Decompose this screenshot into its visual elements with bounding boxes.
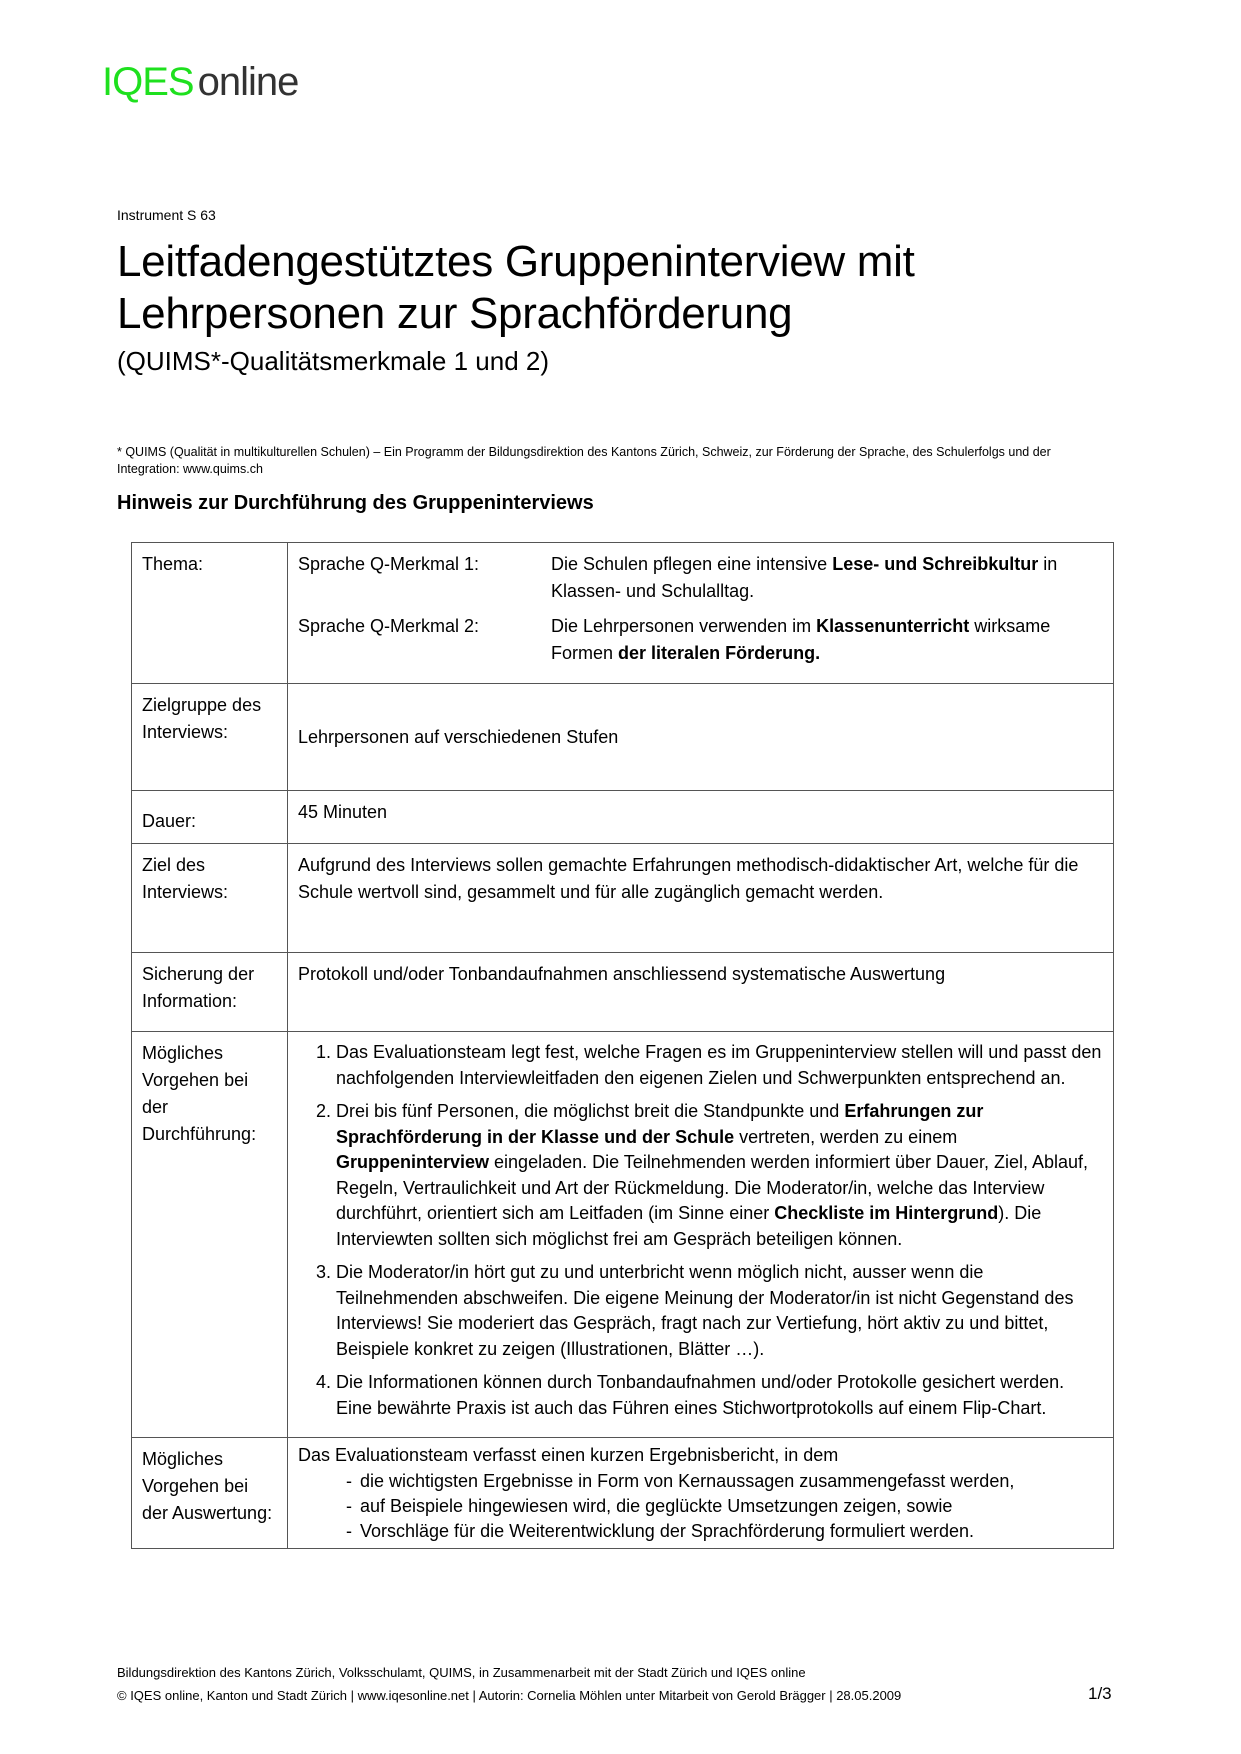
merkmal-1-name: Sprache Q-Merkmal 1: bbox=[298, 554, 480, 574]
row-value: Lehrpersonen auf verschiedenen Stufen bbox=[288, 684, 1114, 791]
list-item: 2. Drei bis fünf Personen, die möglichst breit die Standpunkte und Erfahrungen zur Sprachförderung in der Klasse und der Schule vertreten, werden zu einem Gruppeninterview eingeladen. Die Teilnehmenden werden informiert über Dauer, Ziel, Ablauf, Regeln, Vertraulichkeit und Art der Rückmeldung. Die Moderator/in, welche das Interview durchführt, orientiert sich am Leitfaden (im Sinne einer Checkliste im Hintergrund). Die Interviewten sollten sich möglichst frei am Gespräch beteiligen können. bbox=[336, 1099, 1103, 1252]
logo-iqes: IQES bbox=[102, 60, 194, 104]
interview-info-table bbox=[131, 542, 1114, 1549]
list-item: - auf Beispiele hingewiesen wird, die geglückte Umsetzungen zeigen, sowie bbox=[346, 1494, 1103, 1519]
row-value bbox=[288, 543, 1114, 684]
auswertung-list bbox=[298, 1469, 1103, 1544]
table-row-thema bbox=[132, 543, 1114, 684]
row-value bbox=[288, 1032, 1114, 1438]
list-item: 1. Das Evaluationsteam legt fest, welche Fragen es im Gruppeninterview stellen will und passt den nachfolgenden Interviewleitfaden den eigenen Zielen und Schwerpunkten entsprechend an. bbox=[336, 1040, 1103, 1091]
auswertung-intro: Das Evaluationsteam verfasst einen kurzen Ergebnisbericht, in dem bbox=[298, 1445, 839, 1465]
list-item: 4. Die Informationen können durch Tonbandaufnahmen und/oder Protokolle gesichert werden. Eine bewährte Praxis ist auch das Führen eines Stichwortprotokolls auf einem Flip-Chart. bbox=[336, 1370, 1103, 1421]
row-label: Sicherung der Information: bbox=[132, 953, 288, 1032]
table-row-auswertung bbox=[132, 1438, 1114, 1549]
title-line-2: Lehrpersonen zur Sprachförderung bbox=[117, 289, 793, 338]
title-line-1: Leitfadengestütztes Gruppeninterview mit bbox=[117, 237, 915, 286]
instrument-number: Instrument S 63 bbox=[117, 207, 216, 223]
footer-line-1: Bildungsdirektion des Kantons Zürich, Volksschulamt, QUIMS, in Zusammenarbeit mit der Stadt Zürich und IQES online bbox=[117, 1665, 806, 1680]
merkmal-1-text: Die Schulen pflegen eine intensive Lese- und Schreibkultur in Klassen- und Schulalltag. bbox=[551, 554, 1058, 601]
table-row-durchfuehrung bbox=[132, 1032, 1114, 1438]
list-item: - die wichtigsten Ergebnisse in Form von Kernaussagen zusammengefasst werden, bbox=[346, 1469, 1103, 1494]
merkmal-2-name: Sprache Q-Merkmal 2: bbox=[298, 616, 480, 636]
row-label: Mögliches Vorgehen bei der Auswertung: bbox=[132, 1438, 288, 1549]
table-row-ziel bbox=[132, 844, 1114, 953]
row-value: Aufgrund des Interviews sollen gemachte Erfahrungen methodisch-didaktischer Art, welche für die Schule wertvoll sind, gesammelt und für alle zugänglich gemacht werden. bbox=[288, 844, 1114, 953]
subtitle: (QUIMS*-Qualitätsmerkmale 1 und 2) bbox=[117, 346, 550, 376]
steps-list bbox=[298, 1040, 1103, 1421]
row-label: Zielgruppe des Interviews: bbox=[132, 684, 288, 791]
list-item: - Vorschläge für die Weiterentwicklung der Sprachförderung formuliert werden. bbox=[346, 1519, 1103, 1544]
section-heading: Hinweis zur Durchführung des Gruppeninterviews bbox=[117, 492, 594, 514]
table-row-dauer bbox=[132, 791, 1114, 844]
footer-line-2: © IQES online, Kanton und Stadt Zürich | www.iqesonline.net | Autorin: Cornelia Möhlen unter Mitarbeit von Gerold Brägger | 28.05.2009 bbox=[117, 1688, 902, 1703]
footnote: * QUIMS (Qualität in multikulturellen Schulen) – Ein Programm der Bildungsdirektion des Kantons Zürich, Schweiz, zur Förderung der Sprache, des Schulerfolgs und der Integration: www.quims.ch bbox=[117, 445, 1051, 476]
iqes-online-logo bbox=[102, 62, 298, 102]
table-row-zielgruppe bbox=[132, 684, 1114, 791]
table-row-sicherung bbox=[132, 953, 1114, 1032]
row-label: Mögliches Vorgehen bei der Durchführung: bbox=[132, 1032, 288, 1438]
page-number: 1/3 bbox=[1088, 1684, 1112, 1703]
row-value bbox=[288, 1438, 1114, 1549]
merkmale-grid bbox=[298, 551, 1103, 675]
row-value: Protokoll und/oder Tonbandaufnahmen anschliessend systematische Auswertung bbox=[288, 953, 1114, 1032]
merkmal-2-text: Die Lehrpersonen verwenden im Klassenunterricht wirksame Formen der literalen Förderung. bbox=[551, 616, 1051, 663]
page-title bbox=[117, 236, 915, 340]
row-value: 45 Minuten bbox=[288, 791, 1114, 844]
row-label: Ziel des Interviews: bbox=[132, 844, 288, 953]
logo-online: online bbox=[197, 60, 299, 104]
row-label: Thema: bbox=[132, 543, 288, 684]
list-item: 3. Die Moderator/in hört gut zu und unterbricht wenn möglich nicht, ausser wenn die Teilnehmenden abschweifen. Die eigene Meinung der Moderator/in ist nicht Gegenstand des Interviews! Sie moderiert das Gespräch, fragt nach zur Vertiefung, hört aktiv zu und bittet, Beispiele konkret zu zeigen (Illustrationen, Blätter …). bbox=[336, 1260, 1103, 1362]
row-label: Dauer: bbox=[132, 791, 288, 844]
